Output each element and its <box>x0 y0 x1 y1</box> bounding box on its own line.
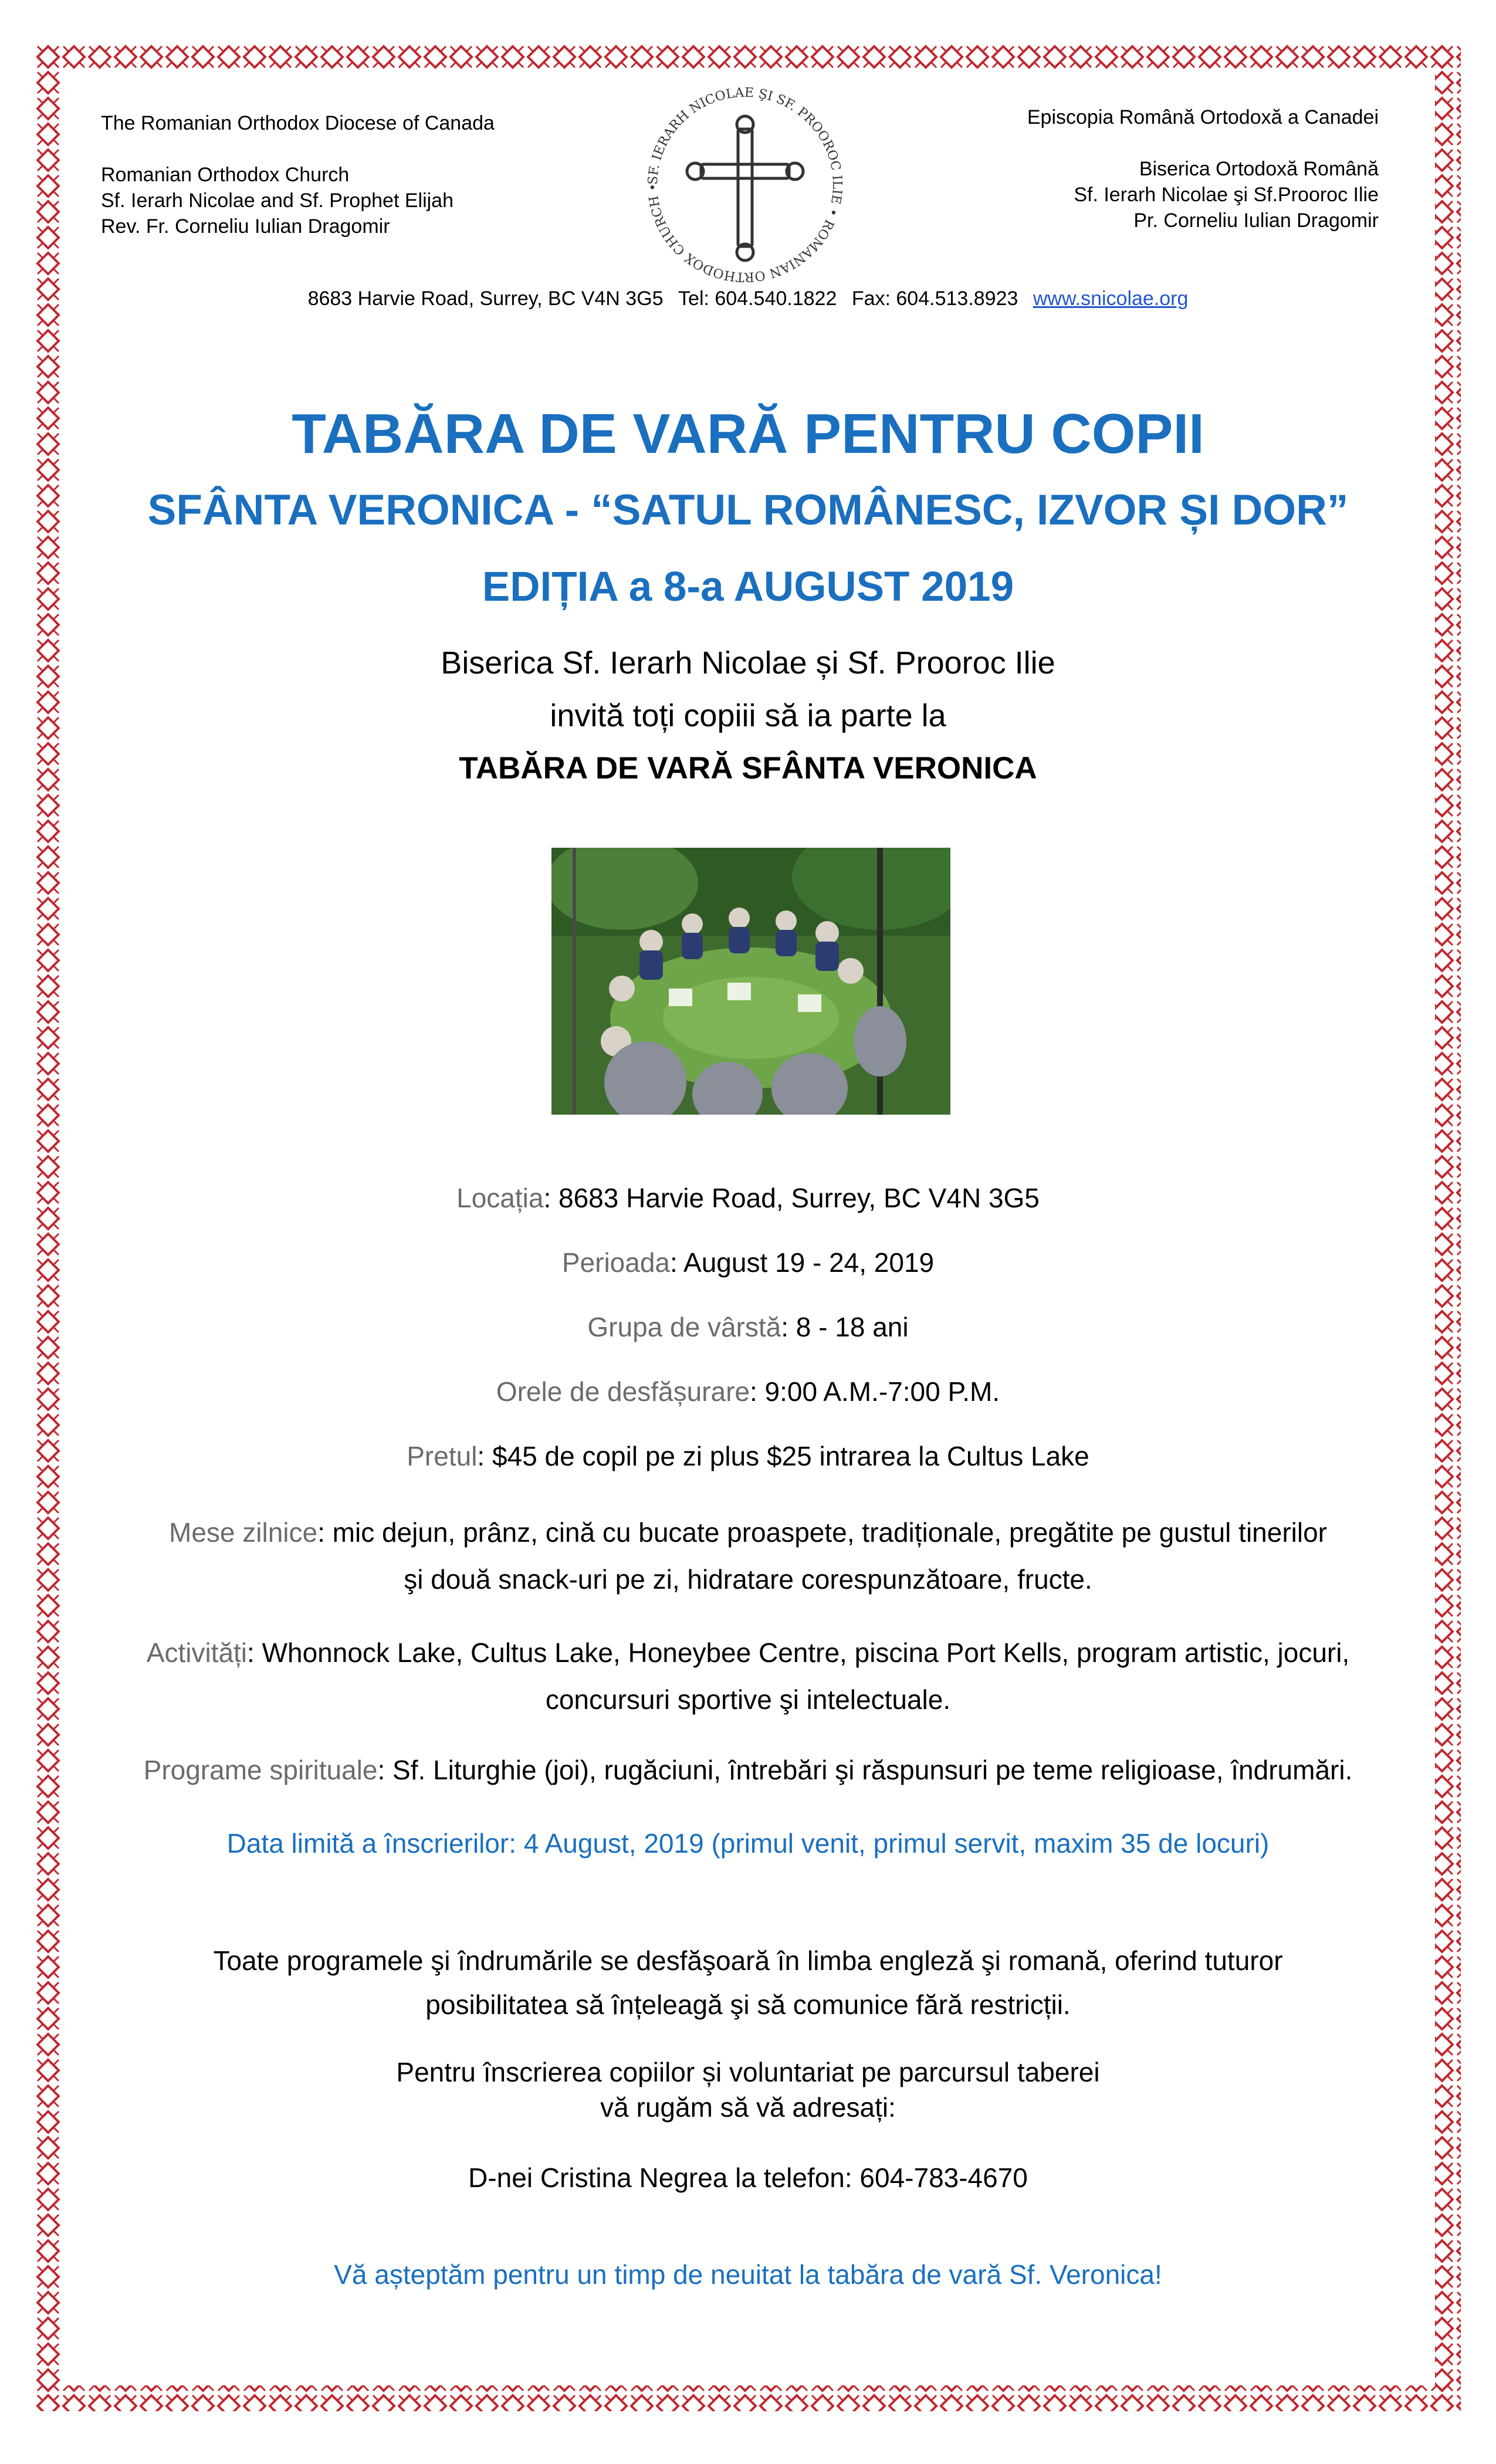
detail-value: 9:00 A.M.-7:00 P.M. <box>764 1376 1000 1407</box>
header-right-line: Sf. Ierarh Nicolae şi Sf.Prooroc Ilie <box>1074 184 1379 206</box>
header-right-line: Pr. Corneliu Iulian Dragomir <box>1133 209 1379 232</box>
meals-line-1: Mese zilnice: mic dejun, prânz, cină cu bucate proaspete, tradiționale, pregătite pe gustul tinerilor <box>169 1517 1327 1548</box>
camp-subtitle: SFÂNTA VERONICA - “SATUL ROMÂNESC, IZVOR ȘI DOR” <box>147 486 1349 534</box>
invitation-block <box>94 637 1402 795</box>
header-right-block <box>898 104 1379 233</box>
flyer-page <box>94 85 1402 2358</box>
detail-label: Locația <box>456 1183 544 1213</box>
page-title: TABĂRA DE VARĂ PENTRU COPII <box>292 402 1204 465</box>
detail-value: 8 - 18 ani <box>796 1312 909 1342</box>
fax-number: Fax: 604.513.8923 <box>851 287 1018 310</box>
meals-label: Mese zilnice <box>169 1517 318 1548</box>
registration-info-line-2: vă rugăm să vă adresați: <box>600 2092 896 2123</box>
detail-label: Grupa de vârstă <box>587 1312 781 1342</box>
detail-value: $45 de copil pe zi plus $25 intrarea la Cultus Lake <box>492 1441 1089 1471</box>
detail-age-group: Grupa de vârstă: 8 - 18 ani <box>587 1312 909 1342</box>
registration-info-line-1: Pentru înscrierea copiilor și voluntariat pe parcursul taberei <box>396 2057 1100 2087</box>
meals-value: mic dejun, prânz, cină cu bucate proaspete, tradiționale, pregătite pe gustul tinerilor <box>332 1517 1327 1548</box>
header-right-line: Biserica Ortodoxă Română <box>1139 158 1379 180</box>
language-info-line-1: Toate programele şi îndrumările se desfăşoară în limba engleză şi romană, oferind tuturor <box>213 1945 1283 1976</box>
header-left-line: Rev. Fr. Corneliu Iulian Dragomir <box>101 215 390 238</box>
invitation-camp-name: TABĂRA DE VARĂ SFÂNTA VERONICA <box>459 751 1037 786</box>
header-left-line: Romanian Orthodox Church <box>101 164 350 186</box>
detail-label: Perioada <box>561 1247 670 1278</box>
invitation-line: Biserica Sf. Ierarh Nicolae și Sf. Prooroc Ilie <box>441 645 1055 681</box>
detail-value: August 19 - 24, 2019 <box>683 1247 935 1278</box>
church-seal-logo <box>631 82 859 287</box>
detail-hours: Orele de desfășurare: 9:00 A.M.-7:00 P.M. <box>496 1376 1000 1407</box>
spiritual-label: Programe spirituale <box>143 1755 378 1785</box>
header-left-block <box>101 110 582 239</box>
spiritual-programs: Programe spirituale: Sf. Liturghie (joi), rugăciuni, întrebări şi răspunsuri pe teme religioase, îndrumări. <box>143 1755 1353 1785</box>
edition-heading: EDIȚIA a 8-a AUGUST 2019 <box>482 564 1014 610</box>
detail-location: Locația: 8683 Harvie Road, Surrey, BC V4N 3G5 <box>456 1183 1040 1213</box>
language-info-line-2: posibilitatea să înțeleagă şi să comunice fără restricții. <box>425 1989 1071 2020</box>
contact-person: D-nei Cristina Negrea la telefon: 604-783-4670 <box>468 2162 1028 2193</box>
header-left-line: The Romanian Orthodox Diocese of Canada <box>101 112 495 134</box>
contact-address-line <box>94 287 1402 310</box>
activities-line-1: Activități: Whonnock Lake, Cultus Lake, Honeybee Centre, piscina Port Kells, program artistic, jocuri, <box>146 1637 1350 1668</box>
header-left-line: Sf. Ierarh Nicolae and Sf. Prophet Elijah <box>101 189 453 212</box>
detail-period: Perioada: August 19 - 24, 2019 <box>561 1247 935 1278</box>
detail-label: Pretul <box>407 1441 478 1471</box>
seal-text: SF. IERARH NICOLAE ŞI SF. PROOROC ILIE • ROMANIAN ORTHODOX CHURCH • <box>645 85 845 285</box>
spiritual-value: Sf. Liturghie (joi), rugăciuni, întrebări şi răspunsuri pe teme religioase, îndrumări. <box>392 1755 1353 1785</box>
meals-line-2: şi două snack-uri pe zi, hidratare corespunzătoare, fructe. <box>404 1564 1092 1595</box>
deadline-value: 4 August, 2019 (primul venit, primul servit, maxim 35 de locuri) <box>523 1828 1270 1859</box>
deadline-label: Data limită a înscrierilor <box>226 1828 509 1859</box>
activities-value: Whonnock Lake, Cultus Lake, Honeybee Centre, piscina Port Kells, program artistic, jocuri, <box>262 1637 1350 1668</box>
closing-message: Vă așteptăm pentru un timp de neuitat la tabăra de vară Sf. Veronica! <box>334 2259 1162 2290</box>
activities-label: Activități <box>146 1637 248 1668</box>
phone-number: Tel: 604.540.1822 <box>678 287 837 310</box>
registration-deadline: Data limită a înscrierilor: 4 August, 2019 (primul venit, primul servit, maxim 35 de locuri) <box>226 1828 1270 1859</box>
website-link[interactable]: www.snicolae.org <box>1033 287 1189 310</box>
children-circle-photo <box>551 848 950 1115</box>
header-right-line: Episcopia Română Ortodoxă a Canadei <box>1027 106 1379 128</box>
detail-price: Pretul: $45 de copil pe zi plus $25 intrarea la Cultus Lake <box>407 1441 1089 1471</box>
activities-line-2: concursuri sportive şi intelectuale. <box>545 1684 951 1715</box>
orthodox-cross-icon <box>687 116 803 260</box>
detail-value: 8683 Harvie Road, Surrey, BC V4N 3G5 <box>559 1183 1040 1213</box>
invitation-line: invită toți copiii să ia parte la <box>550 698 946 733</box>
detail-label: Orele de desfășurare <box>496 1376 750 1407</box>
street-address: 8683 Harvie Road, Surrey, BC V4N 3G5 <box>307 287 664 310</box>
